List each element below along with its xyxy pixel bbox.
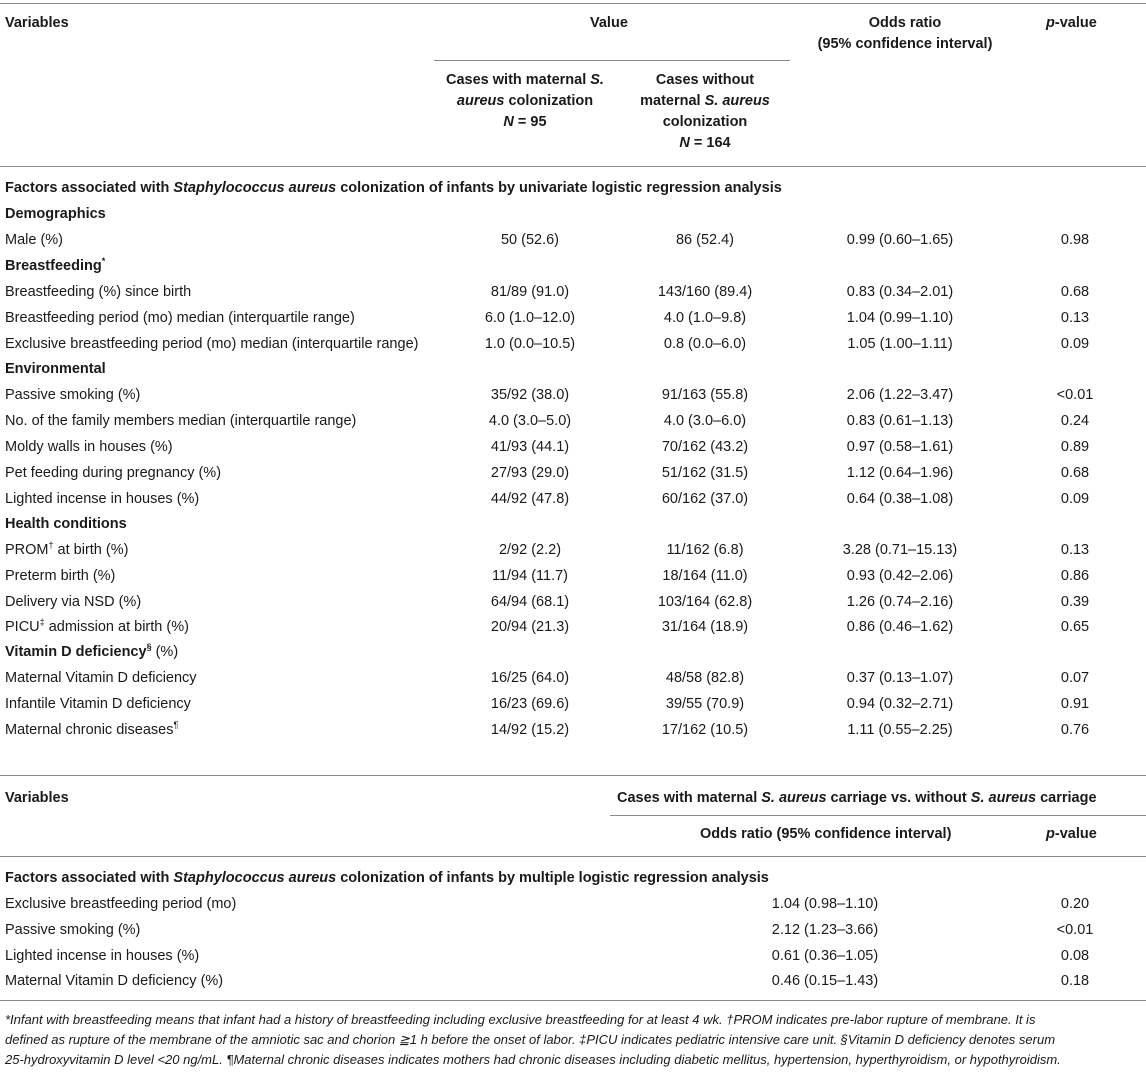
table-row	[0, 917, 1146, 943]
row-label: Male (%)	[5, 232, 64, 248]
cell-odds-ratio: 1.12 (0.64–1.96)	[846, 465, 954, 481]
cell-with: 27/93 (29.0)	[490, 465, 570, 481]
cell-p-value: 0.24	[1060, 413, 1090, 429]
row-label: Moldy walls in houses (%)	[5, 439, 173, 455]
cell-odds-ratio: 0.61 (0.36–1.05)	[771, 948, 879, 964]
row-label: PROM† at birth (%)	[5, 540, 129, 558]
cell-with: 16/25 (64.0)	[490, 670, 570, 686]
cell-p-value: 0.20	[1060, 896, 1090, 912]
cell-odds-ratio: 0.94 (0.32–2.71)	[846, 696, 954, 712]
group-health-conditions: Health conditions	[5, 516, 127, 532]
cell-with: 41/93 (44.1)	[490, 439, 570, 455]
cell-p-value: 0.68	[1060, 465, 1090, 481]
cell-without: 4.0 (1.0–9.8)	[663, 310, 747, 326]
row-label: Maternal chronic diseases¶	[5, 720, 179, 738]
table-row	[0, 589, 1146, 615]
cases-with-colonization-header: Cases with maternal S. aureus colonization N = 95	[446, 72, 604, 130]
cell-p-value: 0.09	[1060, 491, 1090, 507]
table-row	[0, 486, 1146, 512]
table-row	[0, 227, 1146, 253]
value-group-rule	[434, 60, 790, 61]
cell-without: 143/160 (89.4)	[657, 284, 753, 300]
cell-p-value: 0.76	[1060, 722, 1090, 738]
cell-p-value: 0.86	[1060, 568, 1090, 584]
row-label: PICU‡ admission at birth (%)	[5, 617, 189, 635]
row-label: Breastfeeding (%) since birth	[5, 284, 192, 300]
table-row	[0, 434, 1146, 460]
cell-p-value: <0.01	[1056, 387, 1094, 403]
table-row	[0, 382, 1146, 408]
cell-odds-ratio: 0.93 (0.42–2.06)	[846, 568, 954, 584]
group-demographics: Demographics	[5, 206, 106, 222]
cell-p-value: 0.98	[1060, 232, 1090, 248]
cell-odds-ratio: 2.06 (1.22–3.47)	[846, 387, 954, 403]
table1-value-header: Value	[590, 15, 628, 31]
cases-without-colonization-header: Cases without maternal S. aureus colonization N = 164	[640, 72, 770, 151]
table1-odds-ratio-header	[790, 13, 1020, 55]
table-row	[0, 279, 1146, 305]
cell-without: 17/162 (10.5)	[661, 722, 749, 738]
cell-with: 11/94 (11.7)	[491, 568, 569, 584]
table-row	[0, 717, 1146, 743]
cell-p-value: 0.09	[1060, 336, 1090, 352]
cell-odds-ratio: 1.11 (0.55–2.25)	[847, 722, 953, 738]
table2-top-rule	[0, 775, 1146, 776]
cell-with: 16/23 (69.6)	[490, 696, 570, 712]
table-row	[0, 968, 1146, 994]
cell-odds-ratio: 0.64 (0.38–1.08)	[846, 491, 954, 507]
cell-odds-ratio: 1.26 (0.74–2.16)	[846, 594, 954, 610]
cell-with: 2/92 (2.2)	[498, 542, 562, 558]
cell-with: 50 (52.6)	[500, 232, 560, 248]
footnote-line-3: 25-hydroxyvitamin D level <20 ng/mL. ¶Maternal chronic diseases indicates mothers had chronic diseases including diabetic mellitus, hypertension, hyperthyroidism, or hypothyroidism.	[5, 1052, 1061, 1067]
table2-variables-header: Variables	[5, 790, 69, 806]
row-label: Exclusive breastfeeding period (mo)	[5, 896, 237, 912]
odds-ratio-header-line2: (95% confidence interval)	[817, 36, 993, 52]
row-label: Passive smoking (%)	[5, 387, 141, 403]
cell-with: 35/92 (38.0)	[490, 387, 570, 403]
table2-header-rule	[0, 856, 1146, 857]
multiple-section-title: Factors associated with Staphylococcus aureus colonization of infants by multiple logistic regression analysis	[5, 870, 769, 886]
cell-with: 20/94 (21.3)	[490, 619, 570, 635]
table-footnote	[5, 1010, 1145, 1070]
cell-odds-ratio: 3.28 (0.71–15.13)	[842, 542, 958, 558]
cell-p-value: 0.91	[1060, 696, 1090, 712]
cell-without: 51/162 (31.5)	[661, 465, 749, 481]
cell-p-value: 0.39	[1060, 594, 1090, 610]
cell-odds-ratio: 2.12 (1.23–3.66)	[771, 922, 879, 938]
row-label: Exclusive breastfeeding period (mo) median (interquartile range)	[5, 336, 419, 352]
table-row	[0, 331, 1146, 357]
group-breastfeeding: Breastfeeding*	[5, 256, 106, 274]
cell-odds-ratio: 1.04 (0.99–1.10)	[846, 310, 954, 326]
row-label: Breastfeeding period (mo) median (interquartile range)	[5, 310, 355, 326]
cell-p-value: 0.13	[1060, 542, 1090, 558]
group-environmental: Environmental	[5, 361, 106, 377]
table1-header-rule	[0, 166, 1146, 167]
univariate-section-title: Factors associated with Staphylococcus aureus colonization of infants by univariate logistic regression analysis	[5, 180, 782, 196]
cell-p-value: 0.68	[1060, 284, 1090, 300]
row-label: Pet feeding during pregnancy (%)	[5, 465, 222, 481]
cell-odds-ratio: 0.83 (0.61–1.13)	[846, 413, 954, 429]
cell-with: 4.0 (3.0–5.0)	[488, 413, 572, 429]
table-row	[0, 891, 1146, 917]
cell-without: 91/163 (55.8)	[661, 387, 749, 403]
cell-without: 0.8 (0.0–6.0)	[663, 336, 747, 352]
cell-p-value: 0.18	[1060, 973, 1090, 989]
cell-p-value: <0.01	[1056, 922, 1094, 938]
cell-odds-ratio: 1.04 (0.98–1.10)	[771, 896, 879, 912]
cell-without: 18/164 (11.0)	[662, 568, 748, 584]
cell-without: 86 (52.4)	[675, 232, 735, 248]
cell-without: 4.0 (3.0–6.0)	[663, 413, 747, 429]
table2-odds-ratio-header: Odds ratio (95% confidence interval)	[700, 826, 952, 842]
row-label: Delivery via NSD (%)	[5, 594, 142, 610]
table2-comparison-header: Cases with maternal S. aureus carriage vs. without S. aureus carriage	[617, 790, 1097, 806]
table2-p-value-header: p-value	[1046, 826, 1097, 842]
cell-p-value: 0.89	[1060, 439, 1090, 455]
table-row	[0, 665, 1146, 691]
cell-with: 44/92 (47.8)	[490, 491, 570, 507]
cell-odds-ratio: 0.86 (0.46–1.62)	[846, 619, 954, 635]
table2-group-rule	[610, 815, 1146, 816]
footnote-line-2: defined as rupture of the membrane of the amniotic sac and chorion ≧1 h before the onset of labor. ‡PICU indicates pediatric intensive care unit. §Vitamin D deficiency denotes serum	[5, 1032, 1056, 1047]
cell-p-value: 0.07	[1060, 670, 1090, 686]
cell-with: 14/92 (15.2)	[490, 722, 570, 738]
cell-odds-ratio: 0.99 (0.60–1.65)	[846, 232, 954, 248]
table-row	[0, 614, 1146, 640]
row-label: Passive smoking (%)	[5, 922, 141, 938]
cell-without: 70/162 (43.2)	[661, 439, 749, 455]
row-label: Infantile Vitamin D deficiency	[5, 696, 191, 712]
cell-odds-ratio: 0.46 (0.15–1.43)	[771, 973, 879, 989]
cell-with: 81/89 (91.0)	[490, 284, 570, 300]
row-label: Maternal Vitamin D deficiency (%)	[5, 973, 224, 989]
row-label: Maternal Vitamin D deficiency	[5, 670, 197, 686]
cell-without: 60/162 (37.0)	[661, 491, 749, 507]
table1-variables-header: Variables	[5, 15, 69, 31]
cell-without: 103/164 (62.8)	[657, 594, 753, 610]
group-vitamin-d-deficiency: Vitamin D deficiency§ (%)	[5, 642, 179, 660]
footnote-line-1: *Infant with breastfeeding means that infant had a history of breastfeeding including exclusive breastfeeding for at least 4 wk. †PROM indicates pre-labor rupture of membrane. It is	[5, 1012, 1036, 1027]
cell-odds-ratio: 1.05 (1.00–1.11)	[847, 336, 953, 352]
row-label: Lighted incense in houses (%)	[5, 491, 200, 507]
cell-without: 11/162 (6.8)	[666, 542, 744, 558]
table-row	[0, 460, 1146, 486]
table-row	[0, 537, 1146, 563]
cell-odds-ratio: 0.97 (0.58–1.61)	[846, 439, 954, 455]
row-label: Preterm birth (%)	[5, 568, 116, 584]
cell-odds-ratio: 0.83 (0.34–2.01)	[846, 284, 954, 300]
cell-with: 1.0 (0.0–10.5)	[484, 336, 576, 352]
cell-without: 31/164 (18.9)	[661, 619, 749, 635]
table-row	[0, 691, 1146, 717]
row-label: Lighted incense in houses (%)	[5, 948, 200, 964]
cell-p-value: 0.13	[1060, 310, 1090, 326]
table1-top-rule	[0, 3, 1146, 4]
odds-ratio-header-line1: Odds ratio	[868, 15, 942, 31]
cell-with: 6.0 (1.0–12.0)	[484, 310, 576, 326]
cell-without: 48/58 (82.8)	[665, 670, 745, 686]
cell-p-value: 0.08	[1060, 948, 1090, 964]
table2-bottom-rule	[0, 1000, 1146, 1001]
cell-p-value: 0.65	[1060, 619, 1090, 635]
cell-odds-ratio: 0.37 (0.13–1.07)	[846, 670, 954, 686]
table1-p-value-header: p-value	[1046, 15, 1097, 31]
table-row	[0, 943, 1146, 969]
table-row	[0, 408, 1146, 434]
table-row	[0, 563, 1146, 589]
cell-without: 39/55 (70.9)	[665, 696, 745, 712]
table-row	[0, 305, 1146, 331]
row-label: No. of the family members median (interquartile range)	[5, 413, 357, 429]
cell-with: 64/94 (68.1)	[490, 594, 570, 610]
